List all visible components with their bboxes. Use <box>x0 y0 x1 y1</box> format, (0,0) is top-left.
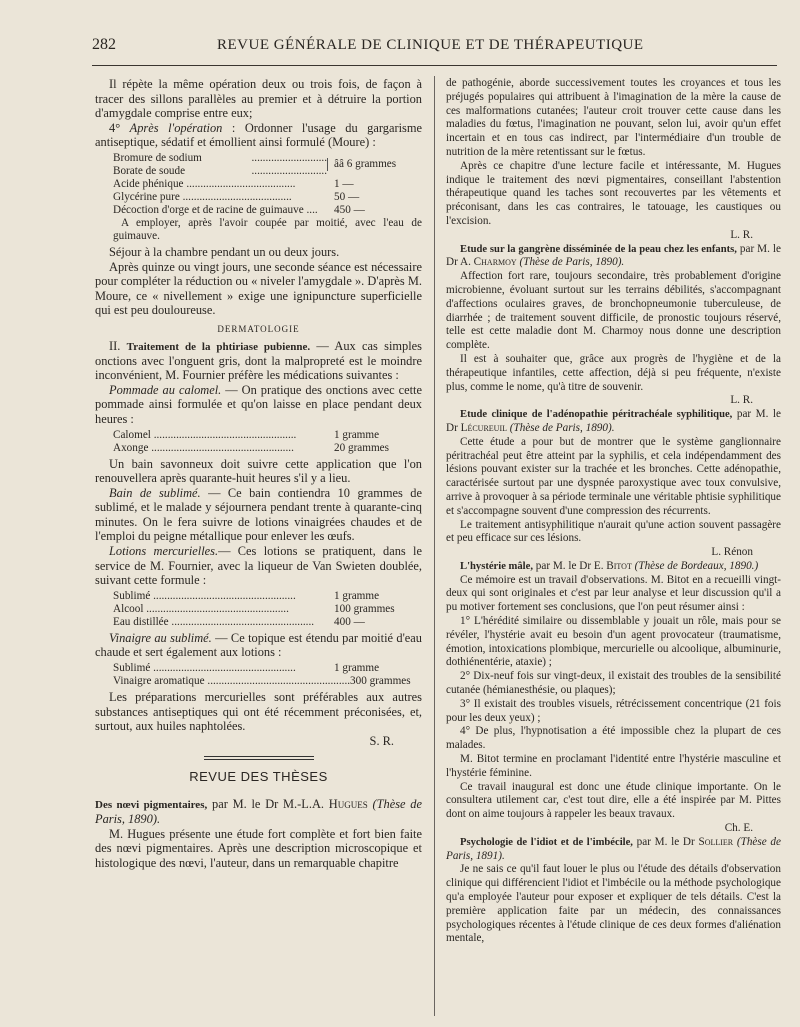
section-heading: REVUE DES THÈSES <box>189 769 328 785</box>
formula-brace-group: Bromure de sodium ........................... Borate de soude ........................... ââ 6 grammes <box>113 152 422 178</box>
paragraph <box>95 544 422 588</box>
thesis-title: L'hystérie mâle, <box>460 560 533 572</box>
thesis-byline: par M. le Dr M.-L.A. <box>207 797 329 811</box>
ingredient-name: Calomel <box>113 428 151 441</box>
running-header <box>92 36 777 60</box>
thesis-source: (Thèse de Paris, 1891). <box>446 835 781 862</box>
section-rule <box>204 756 314 757</box>
ingredient-name: Sublimé <box>113 662 151 675</box>
thesis-title: Etude sur la gangrène disséminée de la peau chez les enfants, <box>460 243 737 255</box>
paragraph-text: — Aux cas simples onctions avec l'onguent gris, dont la malpropreté est le moindre inconvénient, M. Fournier préfère les médications suivantes : <box>95 338 422 383</box>
paragraph-text: : Ordonner l'usage du gargarisme antiseptique, sédatif et émollient ainsi formulé (Moure) : <box>95 120 422 150</box>
paragraph: de pathogénie, aborde successivement toutes les croyances et tous les préjugés populaires qui attribuent à l'imagination de la mère la cause de ces malformations cutanées; l'auteur croit trouver cette cause dans les maladies du fœtus, l'imagination ne pouvant, selon lui, avoir qu'un effet incertain et en tous cas indirect, par l'intermédiaire d'un trouble de nutrition de la mère retentissant sur le fœtus. <box>446 77 781 158</box>
ingredient-name: Alcool <box>113 602 144 615</box>
ingredient-name: Sublimé <box>113 589 151 602</box>
thesis-title: Des nœvi pigmentaires, <box>95 799 208 811</box>
thesis-title: Psychologie de l'idiot et de l'imbécile, <box>460 836 633 848</box>
ingredient-quantity: 20 grammes <box>334 441 389 454</box>
paragraph: Il répète la même opération deux ou trois fois, de façon à tracer des sillons parallèles au premier et à détruire la portion d'amygdale comprise entre eux; <box>95 77 422 121</box>
italic-heading: Après l'opération <box>129 120 223 135</box>
conclusion-item: 1° L'hérédité similaire ou dissemblable y jouait un rôle, mais pour se révéler, l'hystérie avait eu besoin d'un agent provocateur (traumatisme, émotion, intoxications plombique, mercurielle ou alcoolique, albuminurie, dothiénentérie, ataxie) ; <box>446 615 781 669</box>
signature: L. R. <box>730 228 753 241</box>
thesis-source: (Thèse de Bordeaux, 1890.) <box>634 559 759 572</box>
ingredient-name: Axonge <box>113 441 149 454</box>
paragraph: Je ne sais ce qu'il faut louer le plus ou l'étude des détails d'observation clinique qui différencient l'idiot et l'imbécile ou la méthode psychologique qu'a employée l'auteur pour exposer et expliquer de tels détails. C'est la première application faite par un médecin, des connaissances psychologiques récentes à l'étude clinique de ces deux formes d'aliénation mentale, <box>446 863 781 945</box>
italic-heading: Pommade au calomel. <box>109 382 222 397</box>
ingredient-quantity: 450 — <box>334 203 365 216</box>
ingredient-name: Vinaigre aromatique <box>113 675 205 688</box>
thesis-author: Charmoy <box>473 256 517 269</box>
thesis-author: Lécureuil <box>460 421 507 434</box>
ingredient-name: Borate de soude <box>113 164 186 177</box>
paragraph: Il est à souhaiter que, grâce aux progrès de l'hygiène et de la thérapeutique infantiles, cette affection, déjà si peu fréquente, n'existe plus, comme le nome, qu'à titre de souvenir. <box>446 352 781 393</box>
italic-heading: Vinaigre au sublimé. <box>109 630 212 645</box>
vinegar-formula: Sublimé ................................................... 1 gramme Vinaigre aromatique ................................................... 300 grammes <box>113 662 422 688</box>
ingredient-quantity: 1 gramme <box>334 662 380 675</box>
gargle-formula: Bromure de sodium ........................... Borate de soude ........................... ââ 6 grammes Acide phénique ....................................... 1 — Glycérine pure ....................................... 50 — Décoction d'orge et de racine de guimauve .... 450 — A employer, après l'avoir coupée par moitié, avec l'eau de guimauve. <box>113 151 422 242</box>
signature: L. R. <box>730 394 753 407</box>
paragraph-text: — Ce bain contiendra 10 grammes de sublimé, et le malade y séjournera pendant trente à quarante-cinq minutes. On le fera suivre de lotions vinaigrées chaudes et de l'emploi du peigne métallique pour enlever les œufs. <box>95 485 422 544</box>
paragraph: Ce travail inaugural est donc une étude clinique importante. On le consultera utilement car, c'est tout dire, elle a été inspirée par M. Pittes dont on aime toujours à rappeler les beaux travaux. <box>446 780 781 821</box>
ingredient-name: Acide phénique <box>113 177 184 190</box>
section-rule <box>204 759 314 760</box>
paragraph: Après quinze ou vingt jours, une seconde séance est nécessaire pour compléter la réduction ou « niveler l'amygdale ». D'après M. Moure, ce « nivellement » exige une ignipuncture superficielle qui est peu douloureuse. <box>95 259 422 318</box>
ingredient-quantity: 100 grammes <box>334 602 395 615</box>
ingredient-quantity: 1 gramme <box>334 428 380 441</box>
item-number: 4° <box>109 120 130 135</box>
italic-heading: Bain de sublimé. <box>109 485 201 500</box>
header-rule <box>92 65 777 66</box>
thesis-author: Bitot <box>606 559 632 572</box>
paragraph: Ce mémoire est un travail d'observations. M. Bitot en a recueilli vingt-deux qui sont originales et c'est par leur analyse et leur discussion qu'il a pu motiver fortement ses conclusions, que l'on peut résumer ainsi : <box>446 573 781 614</box>
section-heading: DERMATOLOGIE <box>217 323 300 334</box>
paragraph <box>95 383 422 427</box>
paragraph: Un bain savonneux doit suivre cette application que l'on renouvellera après quarante-huit heures s'il y a lieu. <box>95 456 422 486</box>
signature: Ch. E. <box>724 822 753 835</box>
thesis-author: Hugues <box>328 797 368 811</box>
section-number: II. <box>109 338 121 353</box>
ingredient-name: Décoction d'orge et de racine de guimauve <box>113 203 304 216</box>
paragraph <box>95 339 422 383</box>
paragraph-text: — On pratique des onctions avec cette pommade ainsi formulée et qu'on laisse en place pendant deux heures : <box>95 382 422 426</box>
thesis-byline: par M. le Dr <box>632 835 699 848</box>
thesis-byline: par M. le Dr E. <box>532 559 607 572</box>
paragraph-text: — Ce topique est étendu par moitié d'eau chaude et sert également aux lotions : <box>95 630 423 660</box>
formula-note: A employer, après l'avoir coupée par moitié, avec l'eau de guimauve. <box>113 216 422 242</box>
thesis-entry <box>446 408 781 436</box>
column-divider <box>434 76 435 1016</box>
paragraph: M. Bitot termine en proclamant l'identité entre l'hystérie masculine et l'hystérie féminine. <box>446 753 781 779</box>
thesis-source: (Thèse de Paris, 1890). <box>519 256 625 269</box>
ingredient-name: Bromure de sodium <box>113 151 202 164</box>
running-title: REVUE GÉNÉRALE DE CLINIQUE ET DE THÉRAPEUTIQUE <box>217 37 644 53</box>
ingredient-name: Eau distillée <box>113 615 169 628</box>
left-column <box>95 77 422 870</box>
thesis-entry <box>95 797 422 827</box>
ingredient-name: Glycérine pure <box>113 190 180 203</box>
right-column <box>446 77 781 946</box>
article-title: Traitement de la phtiriase pubienne. <box>126 340 311 353</box>
paragraph <box>95 486 422 544</box>
thesis-entry <box>446 243 781 271</box>
paragraph: Le traitement antisyphilitique n'aurait qu'une action souvent passagère et peu efficace sur ces lésions. <box>446 518 781 545</box>
paragraph: Les préparations mercurielles sont préférables aux autres substances antiseptiques qui ont été récemment préconisées, et, surtout, aux huiles naphtolées. <box>95 690 422 734</box>
paragraph: Cette étude a pour but de montrer que le système ganglionnaire péritrachéal peut être atteint par la syphilis, et cela indépendamment des lésions pouvant exister sur la trachée et les bronches. Cette adénopathie, caractérisée surtout par une dyspnée paroxystique avec toux convulsive, arrive à provoquer à sa période terminale une véritable phtisie syphilitique et s'accompagne souvent d'une compression des récurrents. <box>446 435 781 517</box>
signature: S. R. <box>369 733 394 748</box>
pommade-formula: Calomel ................................................... 1 gramme Axonge ................................................... 20 grammes <box>113 429 422 455</box>
ingredient-quantity: 400 — <box>334 615 365 628</box>
conclusion-item: 2° Dix-neuf fois sur vingt-deux, il existait des troubles de la sensibilité cutanée (hémianesthésie, ou plaques); <box>446 670 781 697</box>
ingredient-quantity: 50 — <box>334 190 360 203</box>
thesis-source: (Thèse de Paris, 1890). <box>509 421 615 434</box>
conclusion-item: 4° De plus, l'hypnotisation a été impossible chez la plupart de ces malades. <box>446 725 781 752</box>
thesis-source: (Thèse de Paris, 1890). <box>95 797 422 826</box>
paragraph: Affection fort rare, toujours secondaire, très probablement d'origine microbienne, évoluant surtout sur les terrains débilités, s'accompagnant d'affections oculaires graves, de bronchopneumonie tuberculeuse, de diarrhée ; de traitement souvent difficile, de pronostic toujours réservé, telle est cette maladie dont M. Charmoy nous donne une description complète. <box>446 270 781 352</box>
paragraph: Après ce chapitre d'une lecture facile et intéressante, M. Hugues indique le traitement des nœvi pigmentaires, conseillant l'abstention thérapeutique quand les taches sont recouvertes par les vêtements et préconisant, dans les cas contraires, le tatouage, les caustiques ou l'excision. <box>446 159 781 227</box>
thesis-byline: par M. le Dr <box>446 408 782 434</box>
thesis-entry <box>446 836 781 864</box>
ingredient-quantity: ââ 6 grammes <box>327 158 422 171</box>
paragraph-text: — Ces lotions se pratiquent, dans le service de M. Fournier, avec la liqueur de Van Swieten doublée, suivant cette formule : <box>95 544 422 588</box>
page-number: 282 <box>92 36 116 53</box>
conclusion-item: 3° Il existait des troubles visuels, rétrécissement concentrique (21 fois pour les deux yeux) ; <box>446 697 781 724</box>
paragraph: M. Hugues présente une étude fort complète et fort bien faite des nœvi pigmentaires. Après une description microscopique et histologique des nœvi, l'auteur, dans un remarquable chapitre <box>95 826 422 870</box>
paragraph <box>95 121 422 150</box>
thesis-entry <box>446 560 781 574</box>
italic-heading: Lotions mercurielles. <box>109 544 219 559</box>
ingredient-quantity: 1 — <box>334 177 354 190</box>
thesis-title: Etude clinique de l'adénopathie péritrachéale syphilitique, <box>460 409 733 421</box>
ingredient-quantity: 300 grammes <box>350 675 411 688</box>
paragraph <box>95 631 422 660</box>
ingredient-quantity: 1 gramme <box>334 589 380 602</box>
thesis-author: Sollier <box>698 835 734 848</box>
lotion-formula: Sublimé ................................................... 1 gramme Alcool ................................................... 100 grammes Eau distillée ................................................... 400 — <box>113 590 422 629</box>
paragraph: Séjour à la chambre pendant un ou deux jours. <box>109 244 340 259</box>
signature: L. Rénon <box>711 546 753 559</box>
thesis-byline: par M. le Dr A. <box>446 242 781 269</box>
